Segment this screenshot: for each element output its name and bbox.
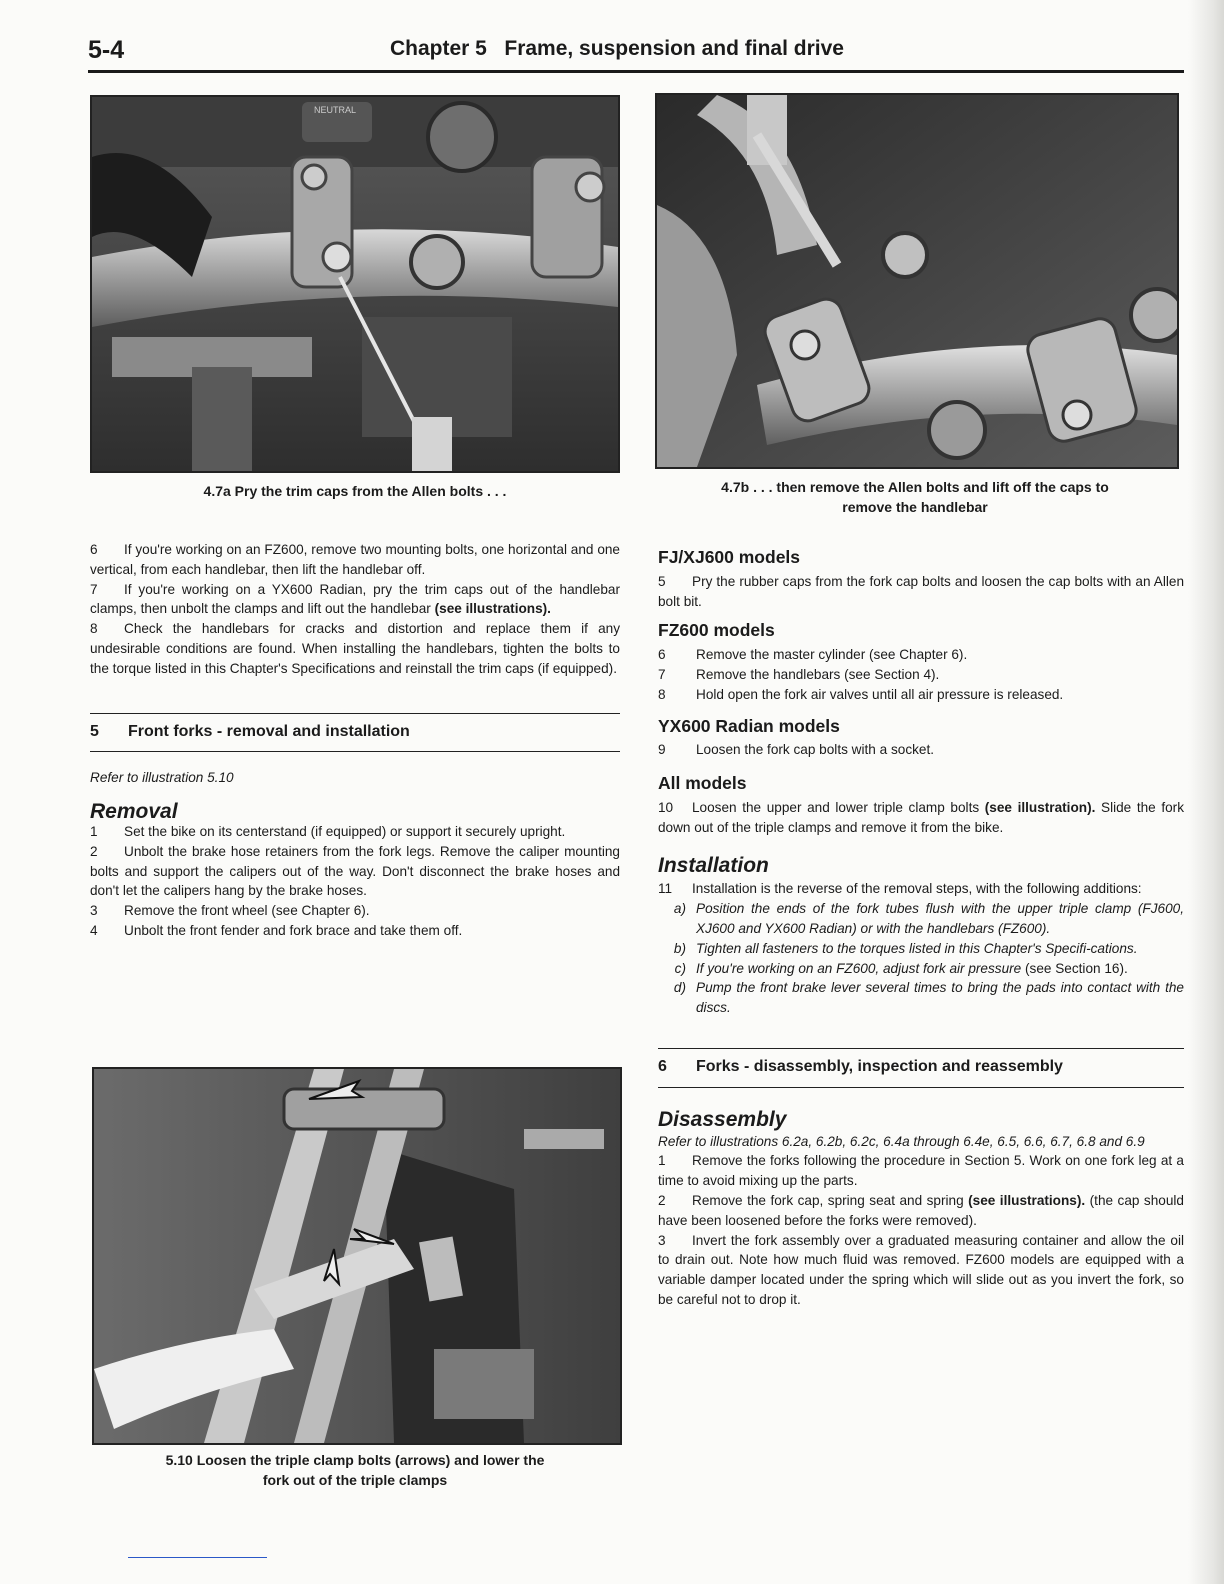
section-5-heading — [90, 713, 620, 753]
para-text: Remove the forks following the procedure in Section 5. Work on one fork leg at a time to avoid mixing up the parts. — [658, 1153, 1184, 1189]
sub-label: a) — [673, 901, 686, 917]
para-number: 9 — [658, 742, 666, 758]
para-text: Hold open the fork air valves until all air pressure is released. — [696, 686, 1064, 702]
caption-5-10-line1: 5.10 Loosen the triple clamp bolts (arrows) and lower the — [165, 1452, 545, 1468]
para-number: 4 — [90, 922, 98, 938]
removal-step-2 — [90, 842, 620, 901]
photo-4-7b — [655, 93, 1179, 469]
para-number: 6 — [658, 647, 666, 663]
step-5 — [658, 572, 1184, 612]
step-8 — [658, 685, 1184, 705]
para-text: Loosen the fork cap bolts with a socket. — [696, 742, 935, 758]
para-text-cont: Slide the fork down out of the triple clamps and remove it from the bike. — [658, 799, 1185, 835]
para-text: Remove the front wheel (see Chapter 6). — [124, 903, 370, 919]
illustration-ref: (see illustrations). — [968, 1192, 1086, 1208]
yx600-heading: YX600 Radian models — [658, 715, 840, 736]
illustration-ref: (see illustration). — [984, 799, 1096, 815]
fz600-heading: FZ600 models — [658, 620, 775, 641]
page-number: 5-4 — [88, 36, 125, 64]
bottom-link-underline — [128, 1557, 267, 1558]
step-7 — [658, 665, 1184, 685]
para-number: 8 — [90, 621, 98, 637]
sub-label: c) — [674, 960, 686, 976]
dash-neutral-label: NEUTRAL — [314, 105, 357, 115]
sub-item-b — [658, 939, 1184, 959]
para-text: Loosen the upper and lower triple clamp bolts — [692, 799, 980, 815]
page-edge-shadow — [1188, 0, 1224, 1584]
para-text: Check the handlebars for cracks and distortion and replace them if any undesirable conditions are found. When installing the handlebars, tighten the bolts to the torque listed in this Chapter's Specifications and reinstall the trim caps (if equipped). — [90, 621, 620, 676]
installation-heading: Installation — [658, 853, 769, 877]
para-text: Installation is the reverse of the removal steps, with the following additions: — [692, 881, 1142, 897]
section-title: Forks - disassembly, inspection and reassembly — [696, 1057, 1063, 1075]
para-text: Remove the master cylinder (see Chapter 6). — [696, 647, 968, 663]
para-text: Set the bike on its centerstand (if equipped) or support it securely upright. — [124, 823, 566, 839]
sub-item-d — [658, 978, 1184, 1018]
para-text: Unbolt the front fender and fork brace and take them off. — [124, 922, 463, 938]
paragraph-8 — [90, 619, 620, 678]
caption-5-10-line2: fork out of the triple clamps — [262, 1472, 448, 1488]
caption-4-7b — [655, 477, 1175, 517]
photo-4-7a-illustration — [92, 97, 618, 471]
para-text: Remove the handlebars (see Section 4). — [696, 666, 940, 682]
page-header — [88, 36, 1184, 72]
paragraph-7 — [90, 580, 620, 620]
para-number: 2 — [658, 1192, 666, 1208]
removal-step-3 — [90, 901, 620, 921]
right-column — [658, 548, 1184, 1310]
removal-step-4 — [90, 921, 620, 941]
disassembly-heading: Disassembly — [658, 1107, 787, 1131]
para-text: Invert the fork assembly over a graduated measuring container and allow the oil to drain out. Note how much fluid was removed. FZ600 models are equipped with a variable damper located under the spring which will slide out as you invert the fork, so be careful not to drop it. — [658, 1232, 1184, 1307]
para-number: 5 — [658, 573, 666, 589]
sub-text — [696, 959, 1184, 979]
para-text: If you're working on an FZ600, remove two mounting bolts, one horizontal and one vertical, from each handlebar, then lift the handlebar off. — [90, 542, 620, 577]
para-number: 1 — [90, 823, 98, 839]
photo-5-10-illustration — [94, 1069, 620, 1443]
section-6-heading — [658, 1048, 1184, 1088]
caption-4-7b-line2: remove the handlebar — [842, 499, 988, 515]
para-number: 7 — [90, 581, 98, 597]
para-number: 11 — [658, 881, 673, 897]
section-title: Front forks - removal and installation — [128, 722, 410, 740]
para-number: 2 — [90, 843, 98, 859]
sub-label: d) — [673, 980, 686, 996]
section-number: 6 — [658, 1057, 667, 1075]
disassembly-step-3 — [658, 1231, 1184, 1310]
para-text: Pry the rubber caps from the fork cap bolts and loosen the cap bolts with an Allen bolt bit. — [658, 573, 1184, 609]
para-number: 10 — [658, 799, 674, 815]
para-text-cont: (the cap should have been loosened before the forks were removed). — [658, 1192, 1184, 1228]
sub-item-a — [658, 899, 1184, 939]
step-9 — [658, 740, 1184, 760]
sub-text: Pump the front brake lever several times to bring the pads into contact with the discs. — [696, 980, 1184, 1016]
photo-4-7a — [90, 95, 620, 473]
paragraph-6 — [90, 540, 620, 580]
sub-text: Position the ends of the fork tubes flush with the upper triple clamp (FJ600, XJ600 and YX600 Radian) or with the handlebars (FZ600). — [696, 901, 1184, 936]
para-number: 8 — [658, 686, 666, 702]
left-column — [90, 540, 620, 941]
para-number: 1 — [658, 1153, 666, 1169]
header-rule — [88, 70, 1184, 73]
disassembly-step-2 — [658, 1191, 1184, 1231]
step-10 — [658, 798, 1184, 838]
all-models-heading: All models — [658, 773, 747, 794]
refer-line: Refer to illustration 5.10 — [90, 770, 234, 786]
step-6 — [658, 645, 1184, 665]
sub-label: b) — [673, 940, 686, 956]
disassembly-step-1 — [658, 1151, 1184, 1191]
para-number: 7 — [658, 666, 666, 682]
para-text: If you're working on a YX600 Radian, pry the trim caps out of the handlebar clamps, then unbolt the clamps and lift out the handlebar — [90, 581, 620, 617]
caption-5-10 — [92, 1450, 618, 1490]
section-number: 5 — [90, 722, 99, 740]
fjxj600-heading: FJ/XJ600 models — [658, 547, 801, 567]
para-text: Unbolt the brake hose retainers from the fork legs. Remove the caliper mounting bolts and support the calipers out of the way. Don't disconnect the brake hoses and don't let the calipers hang by the brake hoses. — [90, 843, 620, 899]
photo-5-10 — [92, 1067, 622, 1445]
sub-text: Tighten all fasteners to the torques listed in this Chapter's Specifi-cations. — [696, 940, 1138, 956]
para-number: 3 — [90, 903, 98, 919]
caption-4-7a: 4.7a Pry the trim caps from the Allen bolts . . . — [203, 483, 507, 499]
removal-heading: Removal — [90, 800, 178, 824]
sub-item-c — [658, 959, 1184, 979]
para-number: 3 — [658, 1232, 666, 1248]
refer-line: Refer to illustrations 6.2a, 6.2b, 6.2c, 6.4a through 6.4e, 6.5, 6.6, 6.7, 6.8 and 6.9 — [658, 1133, 1145, 1149]
photo-4-7b-illustration — [657, 95, 1177, 467]
sub-text-italic: If you're working on an FZ600, adjust fork air pressure — [696, 960, 1022, 976]
chapter-title: Chapter 5 Frame, suspension and final drive — [390, 37, 844, 60]
caption-4-7b-line1: 4.7b . . . then remove the Allen bolts and lift off the caps to — [721, 479, 1109, 495]
para-number: 6 — [90, 542, 98, 557]
para-text: Remove the fork cap, spring seat and spring — [692, 1192, 964, 1208]
step-11 — [658, 879, 1184, 899]
illustration-ref: (see illustrations). — [434, 601, 551, 617]
removal-step-1 — [90, 822, 620, 842]
sub-text-plain: (see Section 16). — [1025, 960, 1128, 976]
